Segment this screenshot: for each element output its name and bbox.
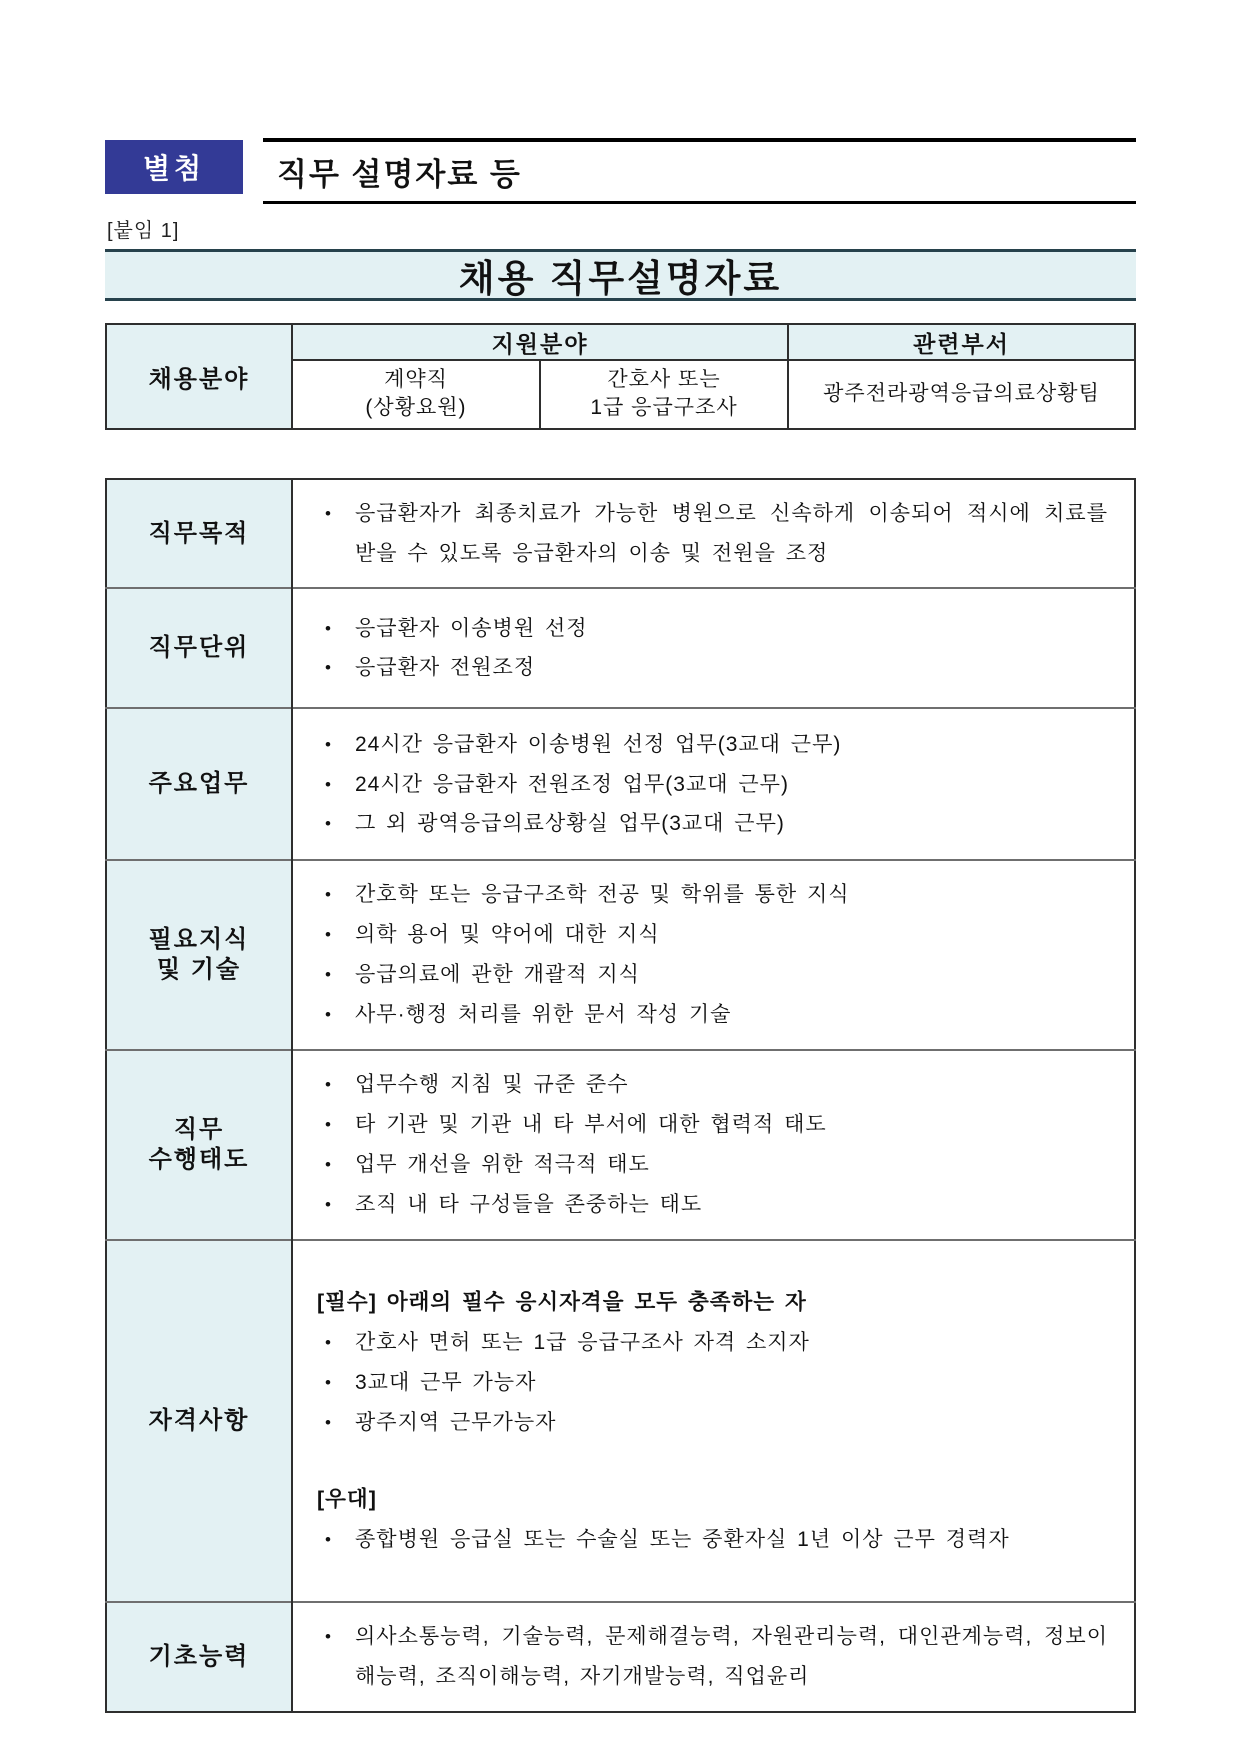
bullet-icon: •: [325, 1333, 332, 1353]
bullet-text: 응급환자 전원조정: [355, 656, 536, 680]
table-row: [106, 588, 1135, 708]
bullet-icon: •: [325, 1412, 332, 1432]
bullet-item: [317, 1185, 1108, 1225]
employment-type-line2: (상황요원): [365, 396, 467, 420]
row-label-text: 자격사항: [148, 1406, 250, 1434]
bullet-icon: •: [325, 1155, 332, 1175]
bullet-text: 그 외 광역응급의료상황실 업무(3교대 근무): [355, 812, 785, 836]
preferred-section-heading: [우대]: [317, 1486, 377, 1511]
bullet-text: 응급환자가 최종치료가 가능한 병원으로 신속하게 이송되어 적시에 치료를 받을 수 있도록 응급환자의 이송 및 전원을 조정: [355, 501, 1108, 565]
bullet-item: [317, 648, 1108, 688]
banner-title: 채용 직무설명자료: [458, 258, 783, 299]
table-row: [106, 860, 1135, 1050]
row-label-qualifications: [106, 1240, 292, 1602]
bullet-text: 간호사 면허 또는 1급 응급구조사 자격 소지자: [355, 1331, 810, 1355]
row-content-basic-competency: [292, 1602, 1135, 1712]
bullet-item: [317, 1145, 1108, 1185]
bullet-icon: •: [325, 734, 332, 754]
bullet-item: [317, 1403, 1108, 1443]
employment-type-line1: 계약직: [384, 368, 448, 391]
bullet-item: [317, 995, 1108, 1035]
bullet-item: [317, 804, 1108, 844]
license-line2: 1급 응급구조사: [590, 396, 738, 420]
bullet-icon: •: [325, 618, 332, 638]
bullet-text: 24시간 응급환자 전원조정 업무(3교대 근무): [355, 772, 789, 796]
bullet-icon: •: [325, 1373, 332, 1393]
section-gap: [317, 1443, 1108, 1479]
row-label-text: 직무목적: [148, 519, 250, 547]
job-description-table: [105, 478, 1136, 1713]
table-row: [106, 324, 1135, 360]
related-dept-header-cell: 관련부서: [788, 324, 1135, 360]
bullet-icon: •: [325, 1075, 332, 1095]
bullet-icon: •: [325, 925, 332, 945]
table-row: [106, 1602, 1135, 1712]
table-row: [106, 1240, 1135, 1602]
row-label-unit: [106, 588, 292, 708]
row-label-text: 필요지식: [148, 926, 250, 954]
license-cell: [540, 360, 788, 429]
bullet-text: 의사소통능력, 기술능력, 문제해결능력, 자원관리능력, 대인관계능력, 정보이해능력, 조직이해능력, 자기개발능력, 직업윤리: [355, 1624, 1108, 1688]
bullet-icon: •: [325, 503, 332, 523]
bullet-item: [317, 494, 1108, 574]
row-label-text: 직무단위: [148, 634, 250, 662]
bullet-item: [317, 725, 1108, 765]
bullet-text: 3교대 근무 가능자: [355, 1371, 537, 1395]
row-label-text: 및 기술: [156, 956, 242, 984]
bullet-text: 타 기관 및 기관 내 타 부서에 대한 협력적 태도: [355, 1113, 827, 1137]
bullet-item: [317, 1520, 1108, 1560]
row-content-knowledge: [292, 860, 1135, 1050]
required-section-heading: [필수] 아래의 필수 응시자격을 모두 충족하는 자: [317, 1290, 807, 1315]
attachment-number-label: [붙임 1]: [107, 220, 180, 242]
bullet-icon: •: [325, 1115, 332, 1135]
bullet-text: 업무 개선을 위한 적극적 태도: [355, 1153, 650, 1177]
bullet-item: [317, 1065, 1108, 1105]
row-label-basic-competency: [106, 1602, 292, 1712]
bullet-icon: •: [325, 1195, 332, 1215]
bullet-text: 의학 용어 및 약어에 대한 지식: [355, 923, 660, 947]
bullet-text: 사무·행정 처리를 위한 문서 작성 기술: [355, 1003, 732, 1027]
row-label-knowledge: [106, 860, 292, 1050]
row-content-unit: [292, 588, 1135, 708]
bullet-text: 광주지역 근무가능자: [355, 1410, 557, 1434]
employment-type-cell: [292, 360, 540, 429]
table-row: [106, 1050, 1135, 1240]
row-label-main-duties: [106, 708, 292, 860]
bullet-text: 응급의료에 관한 개괄적 지식: [355, 963, 640, 987]
department-cell: 광주전라광역응급의료상황팀: [788, 360, 1135, 429]
attachment-badge: 별첨: [105, 140, 243, 194]
bullet-icon: •: [325, 814, 332, 834]
bullet-item: [317, 609, 1108, 649]
bullet-icon: •: [325, 1529, 332, 1549]
bullet-item: [317, 1363, 1108, 1403]
row-content-attitude: [292, 1050, 1135, 1240]
row-content-qualifications: [292, 1240, 1135, 1602]
bullet-item: [317, 915, 1108, 955]
bullet-item: [317, 1617, 1108, 1697]
bullet-text: 응급환자 이송병원 선정: [355, 616, 588, 640]
document-page: [105, 138, 1136, 1713]
row-label-purpose: [106, 479, 292, 589]
table-row: [106, 479, 1135, 589]
row-label-text: 수행태도: [148, 1146, 250, 1174]
row-label-text: 기초능력: [148, 1642, 250, 1670]
bullet-text: 간호학 또는 응급구조학 전공 및 학위를 통한 지식: [355, 883, 850, 907]
bullet-icon: •: [325, 1005, 332, 1025]
row-content-main-duties: [292, 708, 1135, 860]
bullet-item: [317, 955, 1108, 995]
header-title-rule: [263, 138, 1136, 204]
bullet-icon: •: [325, 965, 332, 985]
bullet-text: 조직 내 타 구성들을 존중하는 태도: [355, 1193, 703, 1217]
header-title: 직무 설명자료 등: [277, 157, 522, 192]
bullet-text: 업무수행 지침 및 규준 준수: [355, 1073, 629, 1097]
row-label-text: 주요업무: [148, 770, 250, 798]
table-row: [106, 708, 1135, 860]
banner: [105, 249, 1136, 301]
row-label-text: 직무: [173, 1116, 225, 1144]
bullet-item: [317, 875, 1108, 915]
bullet-item: [317, 1105, 1108, 1145]
bullet-icon: •: [325, 1626, 332, 1646]
bullet-icon: •: [325, 885, 332, 905]
bullet-icon: •: [325, 658, 332, 678]
bullet-icon: •: [325, 774, 332, 794]
row-label-attitude: [106, 1050, 292, 1240]
recruit-field-header-cell: 채용분야: [106, 324, 292, 429]
recruit-field-table: [105, 323, 1136, 430]
bullet-text: 종합병원 응급실 또는 수술실 또는 중환자실 1년 이상 근무 경력자: [355, 1527, 1010, 1551]
bullet-item: [317, 765, 1108, 805]
bullet-text: 24시간 응급환자 이송병원 선정 업무(3교대 근무): [355, 732, 842, 756]
document-header: [105, 138, 1136, 204]
row-content-purpose: [292, 479, 1135, 589]
bullet-item: [317, 1323, 1108, 1363]
license-line1: 간호사 또는: [607, 368, 721, 391]
apply-field-header-cell: 지원분야: [292, 324, 788, 360]
